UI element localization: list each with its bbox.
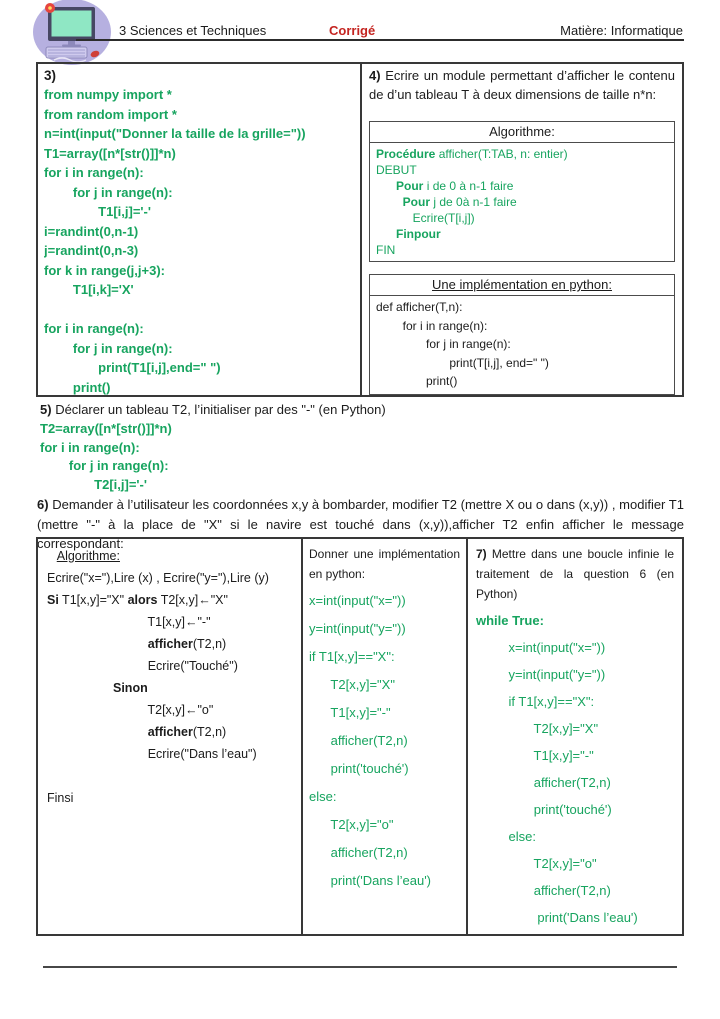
python-column-title: Donner une implémentation en python: — [309, 547, 460, 581]
code-line: T2=array([n*[str()]]*n) — [40, 421, 172, 436]
code-line: for j in range(n): — [44, 184, 173, 200]
q7-label: 7) — [476, 547, 487, 561]
algorithm-line: Pour i de 0 à n-1 faire — [396, 179, 514, 193]
code-line: j=randint(0,n-3) — [44, 243, 139, 258]
algorithm-line: Algorithme: — [56, 549, 120, 563]
code-line: T2[i,j]='-' — [40, 476, 147, 492]
code-line: y=int(input("y=")) — [476, 667, 606, 682]
q4-label: 4) — [369, 68, 381, 83]
code-line: y=int(input("y=")) — [309, 621, 406, 636]
code-line: afficher(T2,n) — [309, 733, 408, 748]
algorithm-line: Ecrire("Touché") — [47, 659, 238, 673]
algorithm-line: Ecrire("Dans l’eau") — [47, 747, 257, 761]
q7-paragraph — [476, 544, 674, 604]
code-line: x=int(input("x=")) — [309, 593, 406, 608]
algorithm-column — [38, 539, 303, 934]
algorithm-line: Sinon — [113, 681, 148, 695]
q5-label: 5) — [40, 402, 52, 417]
python-line: print() — [376, 374, 458, 388]
code-line: x=int(input("x=")) — [476, 640, 606, 655]
code-line: afficher(T2,n) — [476, 883, 611, 898]
code-line: print('touché') — [476, 802, 612, 817]
code-line: for i in range(n): — [44, 321, 144, 336]
code-line: from numpy import * — [44, 87, 172, 102]
code-line: T1[x,y]="-" — [476, 748, 594, 763]
code-line: n=int(input("Donner la taille de la grille=")) — [44, 126, 306, 141]
questions-3-4-table — [36, 62, 684, 397]
q7-column — [468, 539, 682, 934]
code-line: print() — [44, 379, 111, 395]
code-line: T2[x,y]="o" — [309, 817, 394, 832]
code-line: T2[x,y]="X" — [476, 721, 599, 736]
q5-code — [40, 420, 684, 494]
q4-cell — [362, 64, 682, 395]
code-line: T2[x,y]="o" — [476, 856, 597, 871]
q5-text: Déclarer un tableau T2, l’initialiser par des "-" (en Python) — [55, 402, 386, 417]
footer-rule — [43, 966, 677, 968]
code-line: while True: — [476, 613, 544, 628]
code-line: for k in range(j,j+3): — [44, 262, 165, 278]
q3-cell — [38, 64, 362, 395]
algorithm-box-title: Algorithme: — [370, 122, 674, 143]
code-line: if T1[x,y]=="X": — [309, 649, 395, 664]
code-line: afficher(T2,n) — [476, 775, 611, 790]
algorithm-line — [47, 765, 297, 787]
code-line — [44, 300, 354, 320]
header-doc-type: Corrigé — [329, 23, 376, 38]
python-impl-box — [369, 274, 675, 395]
algorithm-box-body — [370, 143, 674, 261]
algorithm-line: DEBUT — [376, 163, 417, 177]
header-rule — [76, 39, 684, 41]
computer-logo-icon — [32, 0, 112, 65]
python-column — [303, 539, 468, 934]
q6-label: 6) — [37, 497, 49, 512]
code-line: i=randint(0,n-1) — [44, 223, 139, 239]
algorithm-line: Ecrire("x="),Lire (x) , Ecrire("y="),Lire (y) — [47, 571, 269, 585]
header-school: 3 Sciences et Techniques — [119, 23, 267, 38]
answers-table — [36, 537, 684, 936]
python-line: print(T[i,j], end=" ") — [376, 355, 549, 370]
algorithm-line: Ecrire(T[i,j]) — [376, 211, 475, 225]
q5-heading — [40, 401, 684, 418]
python-column-code — [309, 587, 460, 895]
python-line: def afficher(T,n): — [376, 300, 463, 314]
header-subject: Matière: Informatique — [560, 23, 683, 38]
q7-code — [476, 607, 674, 931]
code-line: for i in range(n): — [44, 165, 144, 180]
q7-text: Mettre dans une boucle infinie le traitement de la question 6 (en Python) — [476, 547, 674, 601]
python-impl-body — [370, 296, 674, 394]
algorithm-line: afficher(T2,n) — [147, 637, 227, 651]
algorithm-line: T2[x,y]←"o" — [47, 703, 214, 717]
algorithm-line: Finpour — [396, 227, 441, 241]
python-line: for i in range(n): — [376, 318, 488, 333]
python-impl-title: Une implémentation en python: — [370, 275, 674, 296]
q4-paragraph — [369, 66, 675, 104]
code-line: T1[x,y]="-" — [309, 705, 391, 720]
code-line: else: — [309, 789, 337, 804]
code-line: print(T1[i,j],end=" ") — [44, 360, 221, 375]
code-line: else: — [476, 829, 536, 844]
code-line: print('touché') — [309, 761, 409, 776]
algorithm-line: Procédure afficher(T:TAB, n: entier) — [376, 147, 568, 161]
code-line: for j in range(n): — [44, 340, 173, 356]
code-line: T1=array([n*[str()]]*n) — [44, 145, 176, 161]
q3-label: 3) — [44, 68, 57, 83]
q5-section — [40, 401, 684, 494]
algorithm-line: afficher(T2,n) — [147, 725, 227, 739]
code-line: print('Dans l’eau') — [476, 910, 638, 925]
algorithm-line: Si T1[x,y]="X" alors T2[x,y]←"X" — [47, 593, 228, 607]
code-line: T1[i,j]='-' — [44, 204, 151, 219]
algorithm-line: Finsi — [47, 791, 74, 805]
code-line: afficher(T2,n) — [309, 845, 408, 860]
q3-code — [44, 85, 354, 395]
code-line: T1[i,k]='X' — [44, 282, 134, 297]
algorithm-box — [369, 121, 675, 262]
algorithm-line: Pour j de 0à n-1 faire — [402, 195, 517, 209]
code-line: for j in range(n): — [40, 458, 169, 473]
q4-text: Ecrire un module permettant d’afficher le contenu de d’un tableau T à deux dimensions de taille n*n: — [369, 68, 675, 102]
code-line: print('Dans l’eau') — [309, 873, 432, 888]
code-line: if T1[x,y]=="X": — [476, 694, 595, 709]
q6-text: Demander à l’utilisateur les coordonnées x,y à bombarder, modifier T2 (mettre X ou o dans (x,y)) , modifier T1 (mettre "-" à la place de "X" si le navire est touché dans (x,y)),afficher T2 enfin afficher le message correspondant: — [37, 497, 684, 551]
code-line: T2[x,y]="X" — [309, 677, 395, 692]
algorithm-line: T1[x,y]←"-" — [47, 615, 211, 629]
algorithm-line: FIN — [376, 243, 396, 257]
code-line: from random import * — [44, 106, 177, 122]
code-line: for i in range(n): — [40, 439, 140, 455]
python-line: for j in range(n): — [376, 337, 511, 351]
